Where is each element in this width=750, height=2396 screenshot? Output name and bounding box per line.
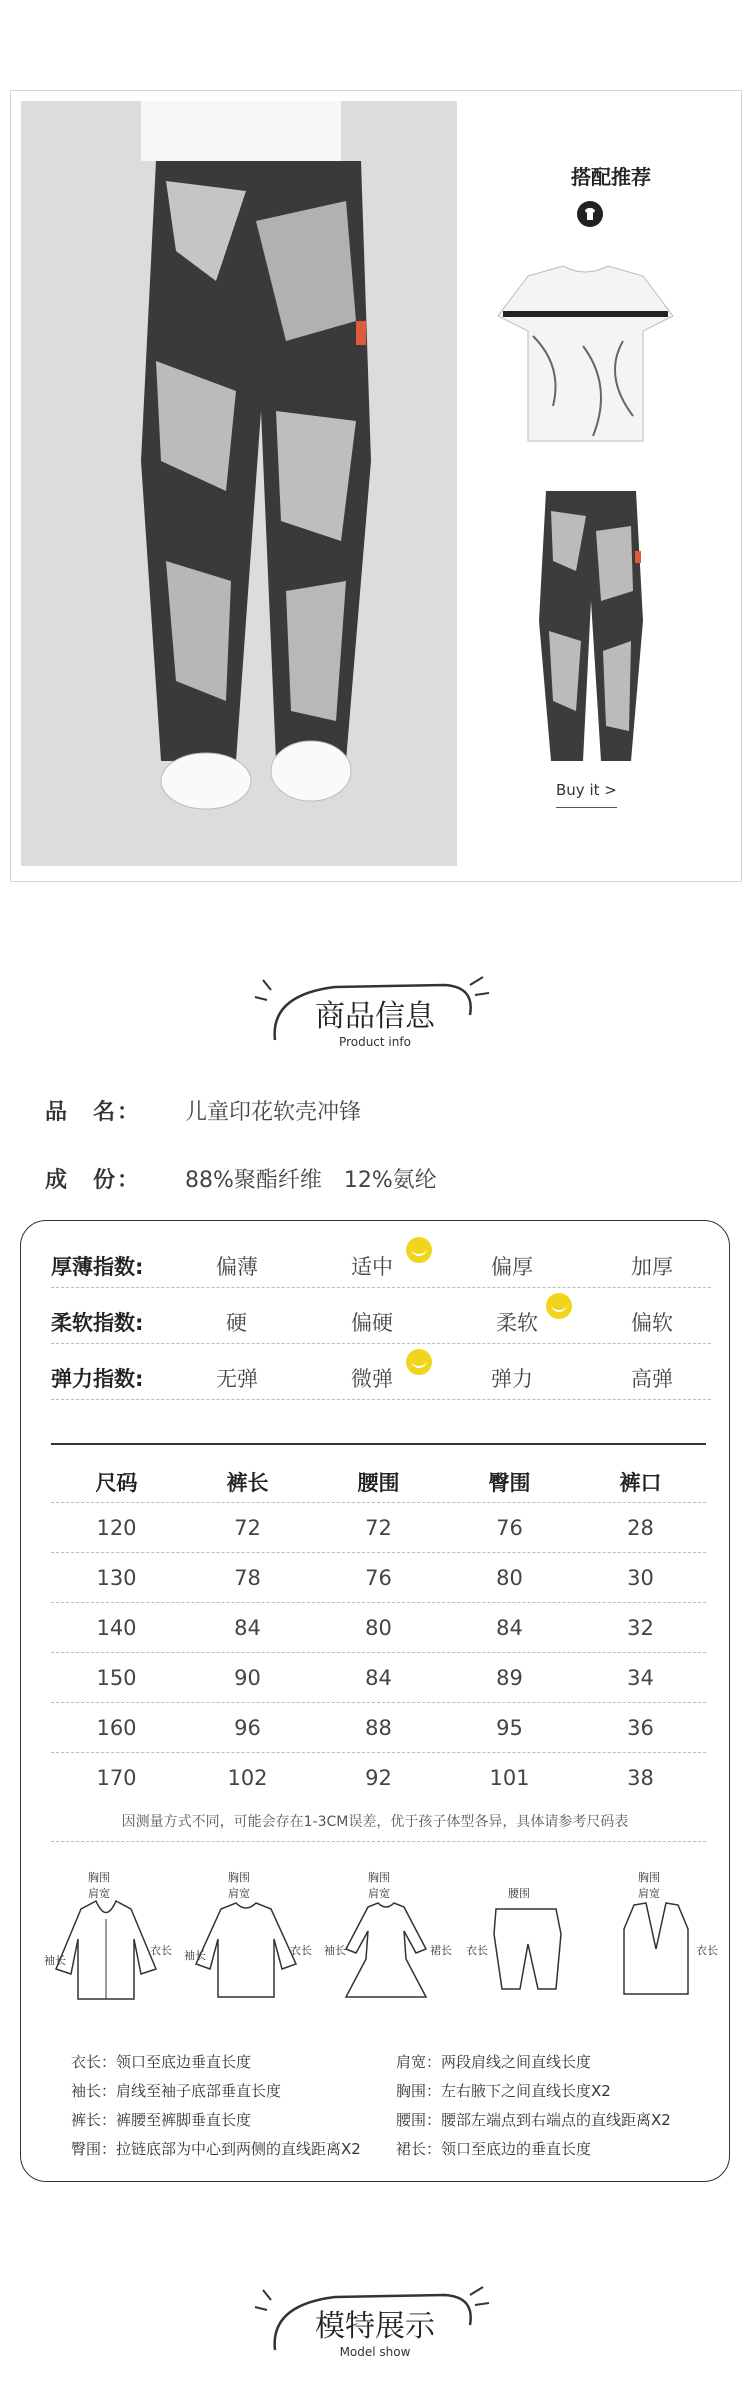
- definition-item: 臀围：拉链底部为中心到两侧的直线距离X2: [71, 2140, 361, 2158]
- svg-text:腰围: 腰围: [508, 1887, 530, 1900]
- svg-text:肩宽: 肩宽: [88, 1887, 110, 1900]
- svg-text:衣长: 衣长: [696, 1944, 718, 1957]
- hero-photo: [21, 101, 457, 866]
- table-row: 160 96 88 95 36: [51, 1703, 706, 1753]
- softness-index-row: 柔软指数: 硬 偏硬 柔软 偏软: [51, 1299, 711, 1344]
- svg-text:胸围: 胸围: [638, 1871, 660, 1884]
- vest-diagram: [596, 1869, 716, 2019]
- shirt-icon: [577, 201, 603, 227]
- definition-item: 肩宽：两段肩线之间直线长度: [396, 2053, 592, 2071]
- buy-it-link[interactable]: Buy it >: [556, 781, 617, 808]
- svg-text:裙长: 裙长: [430, 1944, 452, 1957]
- recommend-title: 搭配推荐: [571, 165, 651, 189]
- table-row: 150 90 84 89 34: [51, 1653, 706, 1703]
- size-info-panel: [20, 1220, 730, 2182]
- dress-diagram: [324, 1869, 452, 2019]
- definition-item: 衣长：领口至底边垂直长度: [71, 2053, 252, 2071]
- jacket-diagram: [44, 1869, 172, 2019]
- svg-text:袖长: 袖长: [324, 1944, 346, 1957]
- table-row: 170 102 92 101 38: [96, 1766, 654, 1790]
- table-row: 120 72 72 76 28: [51, 1503, 706, 1553]
- section-subtitle: Product info: [339, 1035, 411, 1049]
- svg-text:胸围: 胸围: [88, 1871, 110, 1884]
- elasticity-index-row: 弹力指数: 无弹 微弹 弹力 高弹: [51, 1355, 711, 1400]
- selected-marker-icon: [406, 1349, 432, 1375]
- divider: [51, 1443, 706, 1445]
- section-title: 模特展示: [315, 2309, 435, 2344]
- definition-item: 裤长：裤腰至裤脚垂直长度: [71, 2111, 252, 2129]
- pants-diagram: [466, 1869, 586, 2019]
- divider: [51, 1841, 706, 1842]
- svg-text:肩宽: 肩宽: [638, 1887, 660, 1900]
- product-card: [10, 90, 742, 882]
- section-header-info: [0, 955, 750, 1075]
- thickness-index-row: 厚薄指数: 偏薄 适中 偏厚 加厚: [51, 1243, 711, 1288]
- sweatshirt-diagram: [184, 1869, 312, 2019]
- section-subtitle: Model show: [339, 2345, 411, 2359]
- printed-pants-illustration: [126, 161, 386, 821]
- measurement-note: 因测量方式不同，可能会存在1-3CM误差，优于孩子体型各异，具体请参考尺码表: [121, 1814, 629, 1830]
- recommended-tshirt[interactable]: [493, 266, 678, 446]
- svg-text:胸围: 胸围: [228, 1871, 250, 1884]
- definition-item: 裙长：领口至底边的垂直长度: [396, 2140, 592, 2158]
- svg-text:袖长: 袖长: [44, 1954, 66, 1967]
- svg-text:袖长: 袖长: [184, 1949, 206, 1962]
- svg-text:胸围: 胸围: [368, 1871, 390, 1884]
- selected-marker-icon: [546, 1293, 572, 1319]
- svg-text:衣长: 衣长: [290, 1944, 312, 1957]
- size-table: [51, 1453, 706, 1802]
- material-row: 成 份： 88%聚酯纤维 12%氨纶: [45, 1168, 437, 1193]
- table-row: 130 78 76 80 30: [51, 1553, 706, 1603]
- svg-text:肩宽: 肩宽: [228, 1887, 250, 1900]
- section-title: 商品信息: [315, 999, 435, 1034]
- selected-marker-icon: [406, 1237, 432, 1263]
- recommended-pants[interactable]: [531, 491, 651, 766]
- svg-text:肩宽: 肩宽: [368, 1887, 390, 1900]
- section-header-model: [0, 2265, 750, 2385]
- definition-item: 腰围：腰部左端点到右端点的直线距离X2: [396, 2111, 671, 2129]
- table-row: 140 84 80 84 32: [51, 1603, 706, 1653]
- svg-text:衣长: 衣长: [466, 1944, 488, 1957]
- definition-item: 胸围：左右腋下之间直线长度X2: [396, 2082, 611, 2100]
- definition-item: 袖长：肩线至袖子底部垂直长度: [71, 2082, 282, 2100]
- svg-text:衣长: 衣长: [150, 1944, 172, 1957]
- table-header-row: 尺码 裤长 腰围 臀围 裤口: [51, 1453, 706, 1503]
- product-name-row: 品 名： 儿童印花软壳冲锋: [45, 1100, 362, 1125]
